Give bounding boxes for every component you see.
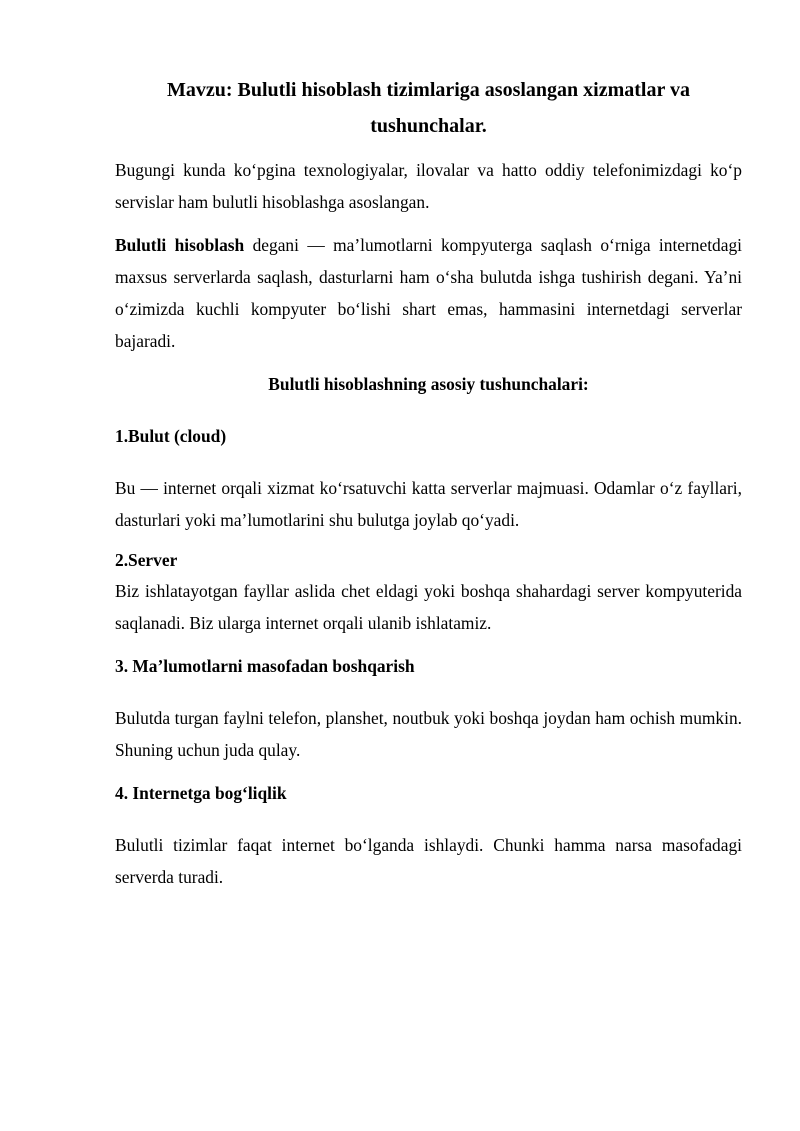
- concept-heading-cloud: 1.Bulut (cloud): [115, 426, 227, 446]
- definition-paragraph: [115, 229, 742, 357]
- intro-paragraph: Bugungi kunda ko‘pgina texnologiyalar, ilovalar va hatto oddiy telefonimizdagi ko‘p servislar ham bulutli hisoblashga asoslangan.: [115, 160, 742, 212]
- definition-term: Bulutli hisoblash: [115, 235, 245, 255]
- concept-heading-internet-dependency: 4. Internetga bog‘liqlik: [115, 783, 287, 803]
- title-line-2: tushunchalar.: [370, 115, 487, 137]
- concept-heading-remote-management: 3. Ma’lumotlarni masofadan boshqarish: [115, 656, 415, 676]
- definition-text: degani — ma’lumotlarni kompyuterga saqlash o‘rniga internetdagi maxsus serverlarda saqlash, dasturlarni ham o‘sha bulutda ishga tushirish degani. Ya’ni o‘zimizda kuchli kompyuter bo‘lishi shart emas, hammasini internetdagi serverlar bajaradi.: [115, 235, 742, 351]
- concept-text-remote-management: Bulutda turgan faylni telefon, planshet, noutbuk yoki boshqa joydan ham ochish mumkin. Shuning uchun juda qulay.: [115, 708, 742, 760]
- title-line-1: Mavzu: Bulutli hisoblash tizimlariga asoslangan xizmatlar va: [167, 79, 690, 101]
- section-title: Bulutli hisoblashning asosiy tushunchalari:: [268, 374, 589, 394]
- document-title: [115, 72, 742, 144]
- concept-text-internet-dependency: Bulutli tizimlar faqat internet bo‘lganda ishlaydi. Chunki hamma narsa masofadagi serverda turadi.: [115, 835, 742, 887]
- concept-heading-server: 2.Server: [115, 550, 178, 570]
- concept-text-server: Biz ishlatayotgan fayllar aslida chet eldagi yoki boshqa shahardagi server kompyuterida saqlanadi. Biz ularga internet orqali ulanib ishlatamiz.: [115, 581, 742, 633]
- document-page: [115, 72, 742, 904]
- concept-text-cloud: Bu — internet orqali xizmat ko‘rsatuvchi katta serverlar majmuasi. Odamlar o‘z fayllari, dasturlari yoki ma’lumotlarini shu bulutga joylab qo‘yadi.: [115, 478, 742, 530]
